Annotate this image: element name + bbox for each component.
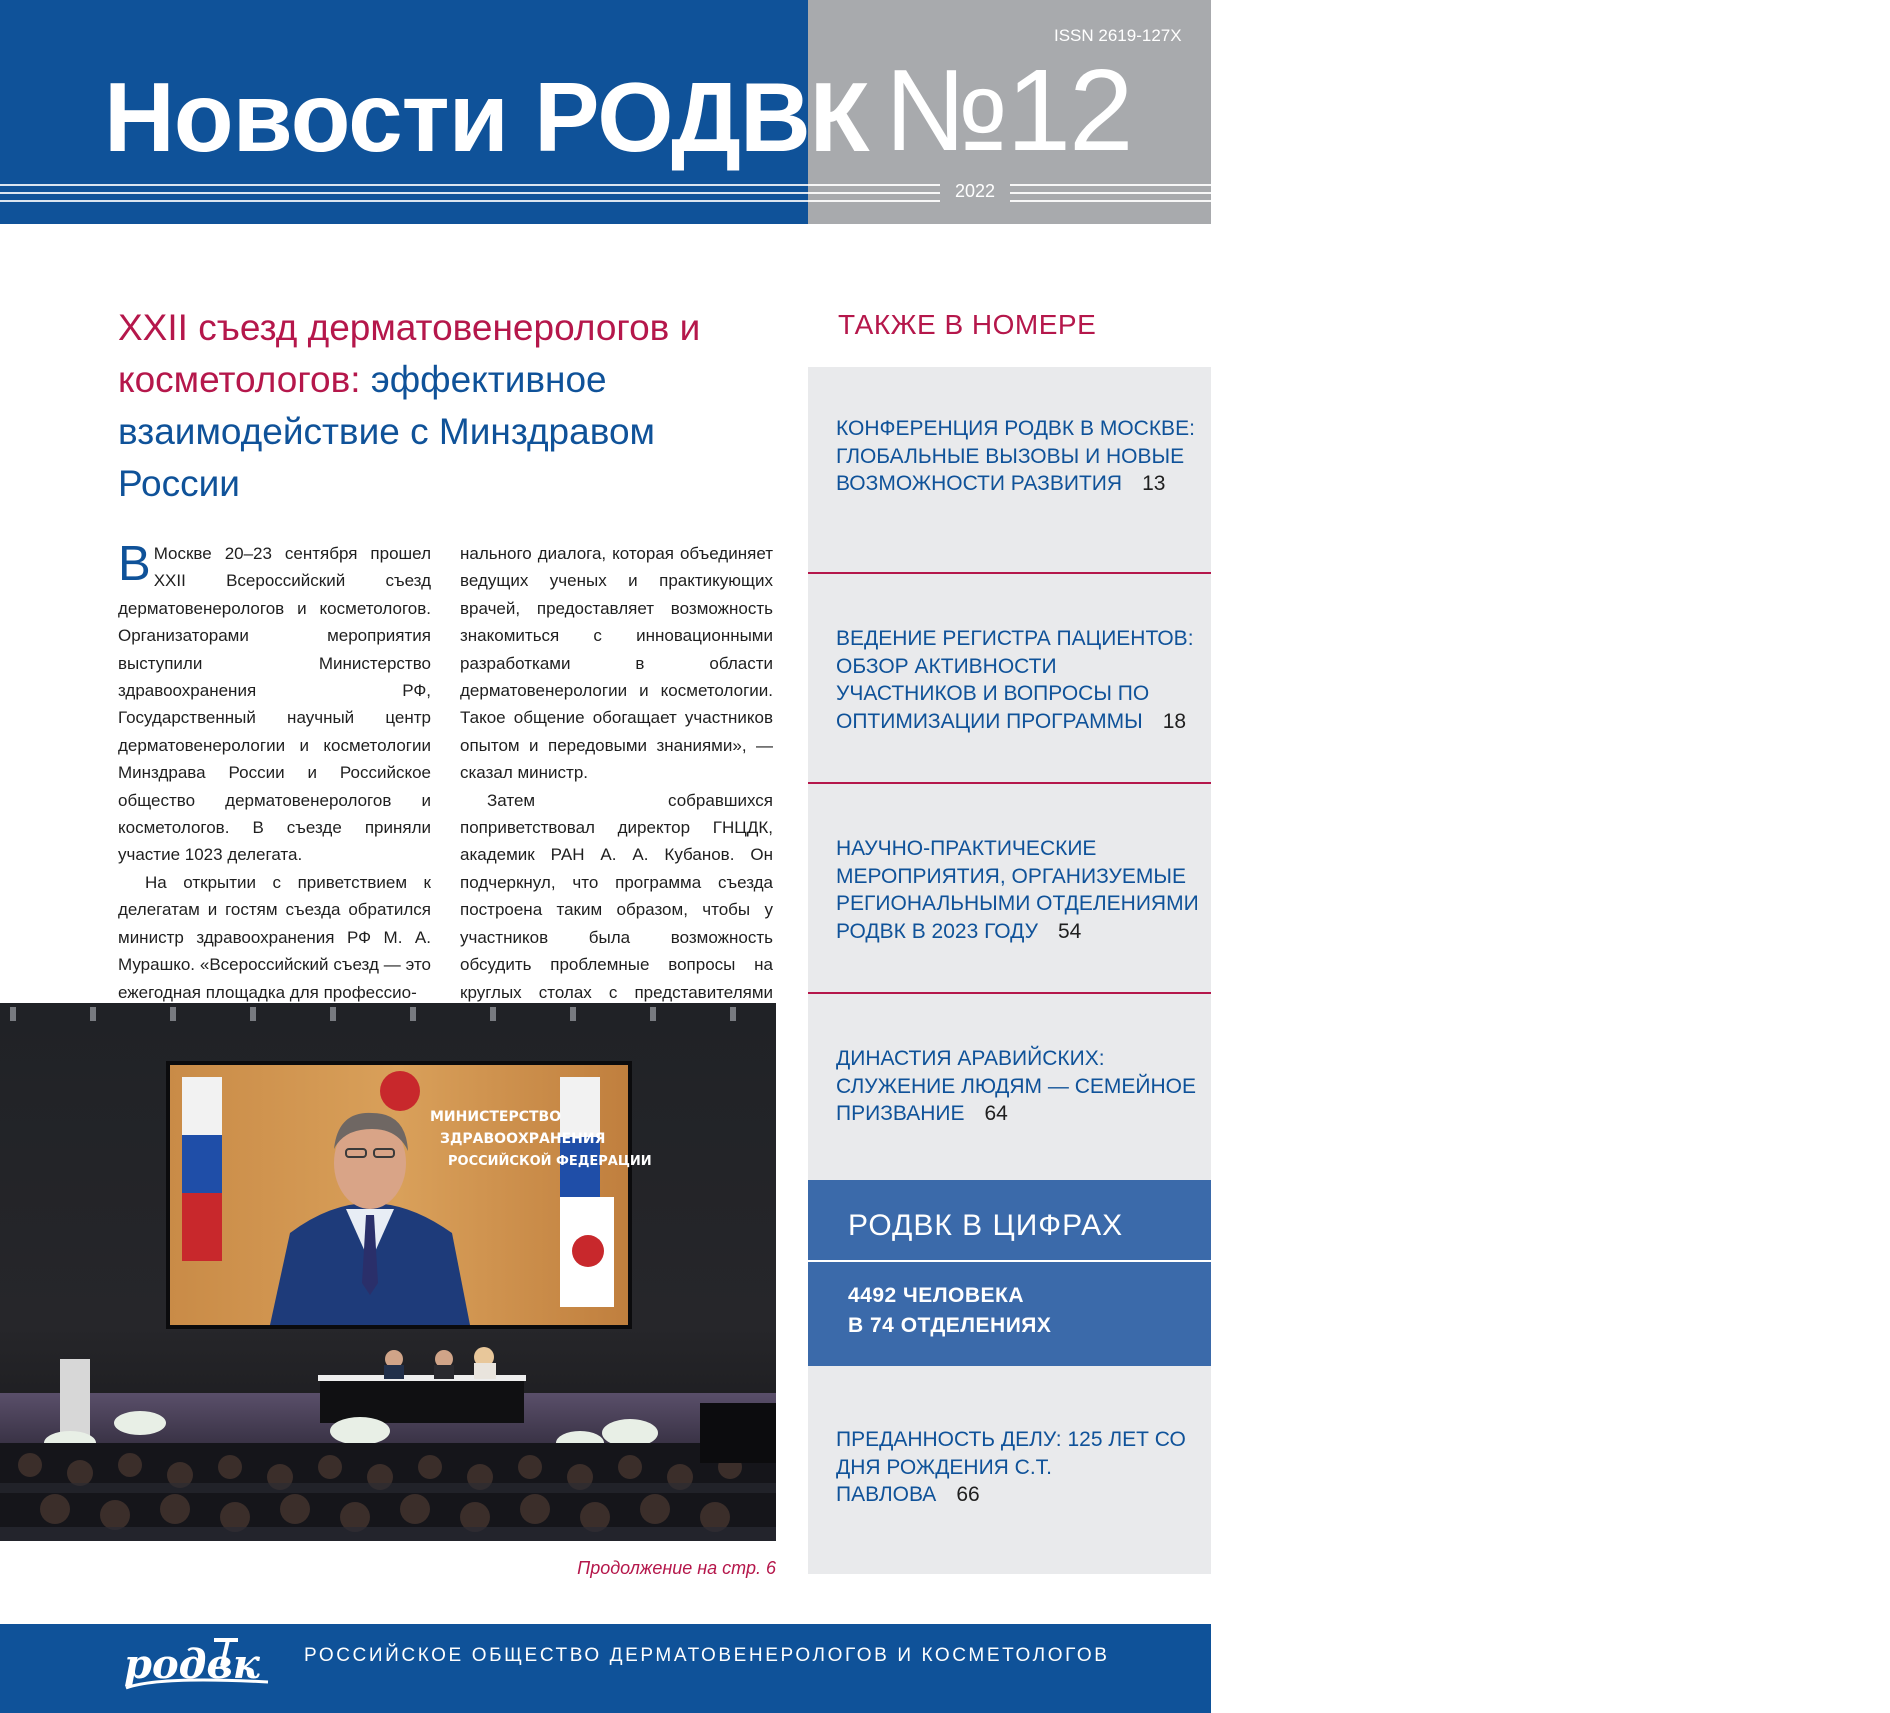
congress-hall-photo bbox=[0, 1003, 776, 1541]
continued-note: Продолжение на стр. 6 bbox=[577, 1558, 776, 1578]
contents-divider bbox=[808, 992, 1211, 994]
article-paragraph bbox=[118, 537, 431, 869]
drop-cap: В bbox=[118, 537, 151, 591]
contents-item-page: 64 bbox=[984, 1102, 1008, 1125]
contents-item[interactable] bbox=[836, 1045, 1201, 1128]
also-in-issue-heading: ТАКЖЕ В НОМЕРЕ bbox=[838, 309, 1097, 340]
figures-branches: В 74 ОТДЕЛЕНИЯХ bbox=[848, 1314, 1052, 1337]
contents-item-page: 18 bbox=[1162, 709, 1187, 733]
contents-item-title: ПРЕДАННОСТЬ ДЕЛУ: 125 ЛЕТ СО ДНЯ РОЖДЕНИЯ С.Т. ПАВЛОВА bbox=[836, 1428, 1186, 1506]
contents-item-page: 13 bbox=[1142, 472, 1166, 495]
organization-name: РОССИЙСКОЕ ОБЩЕСТВО ДЕРМАТОВЕНЕРОЛОГОВ И КОСМЕТОЛОГОВ bbox=[304, 1645, 1110, 1666]
headline-red-part: XXII съезд дерматовенерологов и косметологов: bbox=[118, 307, 701, 400]
contents-item[interactable] bbox=[836, 625, 1201, 735]
photo-illustration bbox=[0, 1003, 776, 1541]
screen-caption-line: МИНИСТЕРСТВО bbox=[430, 1109, 562, 1125]
contents-item[interactable] bbox=[836, 415, 1201, 498]
contents-sidebar bbox=[808, 367, 1211, 1574]
contents-item-title: НАУЧНО-ПРАКТИЧЕСКИЕ МЕРОПРИЯТИЯ, ОРГАНИЗУЕМЫЕ РЕГИОНАЛЬНЫМИ ОТДЕЛЕНИЯМИ РОДВК В 2023 ГОДУ bbox=[836, 837, 1199, 943]
article-column-2 bbox=[460, 540, 773, 1033]
rodvk-logo bbox=[118, 1632, 280, 1704]
contents-item[interactable] bbox=[836, 1426, 1201, 1509]
headline-blue-part: эффективное взаимодействие с Минздравом России bbox=[118, 359, 655, 504]
masthead-rule bbox=[0, 192, 808, 194]
contents-item-title: ДИНАСТИЯ АРАВИЙСКИХ: СЛУЖЕНИЕ ЛЮДЯМ — СЕМЕЙНОЕ ПРИЗВАНИЕ bbox=[836, 1047, 1196, 1125]
article-paragraph: нального диалога, которая объединяет ведущих ученых и практикующих врачей, предоставляет возможность знакомиться с инновационными разработками в области дерматовенерологии и косметологии. Такое общение обогащает участников опытом и передовыми знаниями», — сказал министр. bbox=[460, 544, 773, 783]
contents-item-title: ВЕДЕНИЕ РЕГИСТРА ПАЦИЕНТОВ: ОБЗОР АКТИВНОСТИ УЧАСТНИКОВ И ВОПРОСЫ ПО ОПТИМИЗАЦИИ ПРОГРАММЫ bbox=[836, 627, 1194, 733]
figures-members: 4492 ЧЕЛОВЕКА bbox=[848, 1284, 1025, 1307]
article-headline bbox=[118, 302, 758, 510]
article-paragraph: Затем собравшихся поприветствовал директор ГНЦДК, академик РАН А. А. Кубанов. Он подчеркнул, что программа съезда построена таким образом, чтобы у участников была возможность обсудить проблемные вопросы на круглых столах с представителями bbox=[460, 790, 773, 1002]
masthead-rule bbox=[0, 184, 808, 186]
contents-item[interactable] bbox=[836, 835, 1201, 945]
contents-item-page: 66 bbox=[956, 1483, 980, 1506]
contents-divider bbox=[808, 572, 1211, 574]
contents-item-page: 54 bbox=[1057, 919, 1082, 943]
article-paragraph: На открытии с приветствием к делегатам и гостям съезда обратился министр здравоохранения РФ М. А. Мурашко. «Всероссийский съезд — это ежегодная площадка для профессио- bbox=[118, 872, 431, 1002]
figures-divider bbox=[808, 1260, 1211, 1262]
screen-caption-line: ЗДРАВООХРАНЕНИЯ bbox=[440, 1131, 606, 1147]
newsletter-title: Новости РОДВК bbox=[104, 62, 869, 172]
contents-divider bbox=[808, 782, 1211, 784]
issue-number: №12 bbox=[884, 45, 1132, 175]
contents-item-title: КОНФЕРЕНЦИЯ РОДВК В МОСКВЕ: ГЛОБАЛЬНЫЕ ВЫЗОВЫ И НОВЫЕ ВОЗМОЖНОСТИ РАЗВИТИЯ bbox=[836, 417, 1195, 495]
masthead-rule bbox=[0, 200, 808, 202]
screen-caption-line: РОССИЙСКОЙ ФЕДЕРАЦИИ bbox=[448, 1154, 652, 1169]
issue-year: 2022 bbox=[954, 181, 996, 201]
logo-text: родвк bbox=[124, 1641, 260, 1688]
figures-text bbox=[848, 1281, 1051, 1341]
paragraph-text: Москве 20–23 сентября прошел XXII Всероссийский съезд дерматовенерологов и косметологов. Организаторами мероприятия выступили Министерство здравоохранения РФ, Государственный научный центр дерматовенерологии и косметологии Минздрава России и Российское общество дерматовенерологов и косметологов. В съезде приняли участие 1023 делегата. bbox=[118, 544, 431, 865]
issn-number: ISSN 2619-127X bbox=[1054, 26, 1182, 45]
figures-heading: РОДВК В ЦИФРАХ bbox=[848, 1209, 1124, 1242]
article-column-1 bbox=[118, 537, 431, 1006]
